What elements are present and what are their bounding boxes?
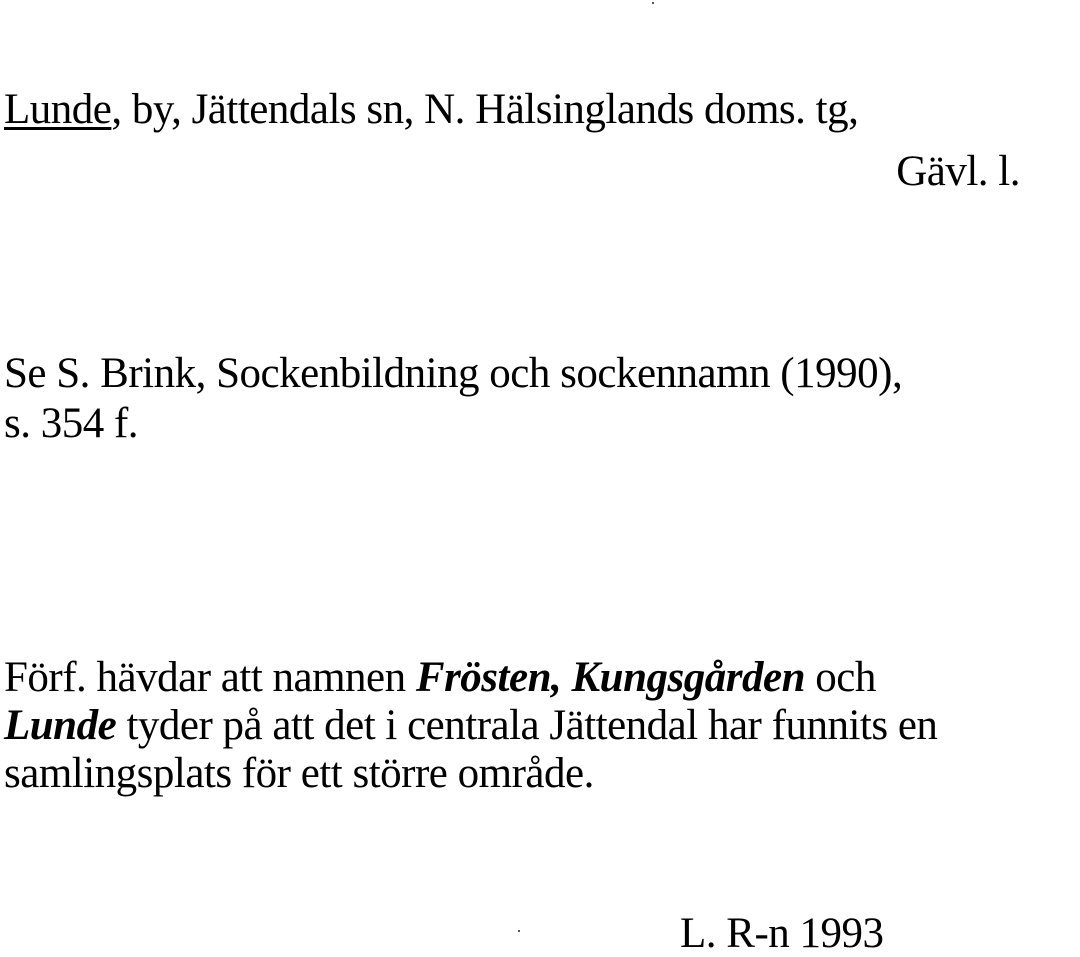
county-label: Gävl. l.	[896, 148, 1020, 195]
place-name-kungsgarden: Kungsgården	[571, 654, 805, 701]
scan-speck	[518, 930, 520, 932]
place-name-frosten: Frösten	[415, 654, 551, 701]
note-line-2	[4, 704, 937, 747]
reference-line-2: s. 354 f.	[4, 400, 139, 447]
note-line-1	[4, 656, 876, 699]
reference-line-1: Se S. Brink, Sockenbildning och sockennamn (1990),	[4, 350, 903, 397]
headword-line	[4, 88, 858, 131]
headword: Lunde	[4, 86, 112, 133]
note-separator: ,	[551, 654, 572, 701]
scan-speck	[652, 2, 654, 4]
signature: L. R-n 1993	[680, 910, 884, 957]
place-name-lunde: Lunde	[4, 702, 117, 749]
note-text: Förf. hävdar att namnen	[4, 654, 416, 701]
note-line-3: samlingsplats för ett större område.	[4, 750, 594, 797]
note-text: och	[804, 654, 876, 701]
place-description: , by, Jättendals sn, N. Hälsinglands doms. tg,	[111, 86, 859, 133]
note-text: tyder på att det i centrala Jättendal har funnits en	[116, 702, 938, 749]
